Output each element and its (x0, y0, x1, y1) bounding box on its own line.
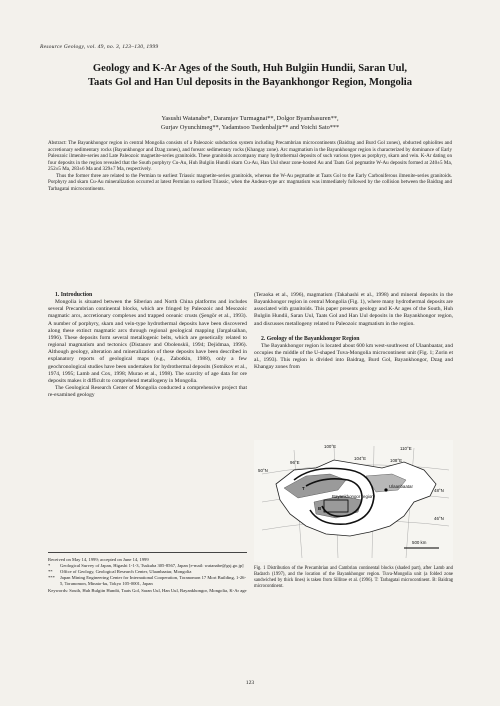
received-date: Received on May 14, 1999; accepted on June 14, 1999 (48, 557, 149, 562)
section-heading-geology: 2. Geology of the Bayankhongor Region (261, 335, 360, 342)
label-tarbagatai: T (302, 486, 305, 491)
page-number: 123 (245, 680, 255, 686)
abstract (48, 140, 452, 192)
label-lat-50: 50°N (258, 468, 268, 473)
journal-citation: Resource Geology, vol. 49, no. 3, 123–130, 1999 (40, 44, 159, 50)
section-heading-introduction: 1. Introduction (55, 292, 93, 298)
figure-1-map (254, 440, 453, 562)
right-column (254, 292, 453, 372)
intro-paragraph-2: The Geological Research Center of Mongolia conducted a comprehensive project that re-examined geology (48, 385, 247, 399)
label-lon-108: 108°E (390, 458, 403, 463)
label-ulaanbaatar: Ulaanbaatar (389, 484, 413, 489)
author-list (40, 114, 460, 133)
title-line-1: Geology and K-Ar Ages of the South, Huh Bulgiin Hundii, Saran Uul, (92, 63, 408, 74)
footnote-2: ** Office of Geology, Geological Research Center, Ulaanbaatar, Mongolia (48, 569, 192, 574)
abstract-paragraph-2: Thus the former three are related to the Permian to earliest Triassic magnetite-series granitoids, whereas the W-Au pegmatite at Taats Gol to the Early Carboniferous ilmenite-series granitoids. Porphyry and skarn Cu-Au mineralization occurred at latest Permian to earliest Triassic, when the Andean-type arc magmatism was immediately followed by the collision between the Baidrag and Tarbagatai microcontinents. (48, 172, 452, 192)
keywords: Keywords: South, Huh Bulgiin Hundii, Taats Gol, Saran Uul, Han Uul, Bayankhongor, Mongolia, K-Ar age (48, 588, 247, 593)
label-lon-96: 96°E (290, 460, 300, 465)
footnote-1: * Geological Survey of Japan, Higashi 1-1-3, Tsukuba 305-8567, Japan [e-mail: watanabe@gsj.go.jp] (48, 563, 244, 568)
mongolia-map-graphic (254, 440, 453, 562)
footnote-3: *** Japan Mining Engineering Center for International Cooperation, Toranomon 17 Mori Building, 1-26-5, Toranomon, Minato-ku, Tokyo 105-0001, Japan (48, 575, 246, 586)
authors-line-2: Gurjav Oyunchimeg**, Yadamtsoo Tsedenbaljir** and Yoichi Sato*** (160, 124, 340, 132)
geology-paragraph-1: The Bayankhongor region is located about 600 km west-southwest of Ulaanbaatar, and occupies the middle of the U-shaped Tuva-Mongolia microcontinent unit (Fig. 1; Zorin et al., 1993). This region is divided into Baidrag, Burd Gol, Bayankhongor, Dzag and Khangay zones from (254, 342, 453, 371)
intro-paragraph-1: Mongolia is situated between the Siberian and North China platforms and includes several Precambrian continental blocks, which are fringed by Paleozoic and Mesozoic magmatic arcs, accretionary complexes and trapped oceanic crusts (Şengör et al., 1993). A number of porphyry, skarn and vein-type hydrothermal deposits have been discovered along these extinct magmatic arcs through regional geological mapping (Jargalsaihan, 1996). These deposits form several metallogenic belts, which are genetically related to regional magmatism and tectonics (Distanov and Obolenskii, 1994; Dejidmaa, 1996). Although geology, alteration and mineralization of these deposits have been described in explanatory reports of geological maps (e.g., Zabotkin, 1988), only a few geochronological studies have been undertaken for hydrothermal deposits (Sotnikov et al., 1974, 1995; Lamb and Cox, 1998; Murao et al., 1998). The scarcity of age data for ore deposits makes it difficult to comprehend metallogeny in Mongolia. (48, 299, 247, 384)
authors-line-1: Yasushi Watanabe*, Daramjav Turmagnai**, Dolgor Byambasuren**, (161, 115, 339, 122)
label-lat-48: 48°N (434, 488, 444, 493)
figure-1-caption: Fig. 1 Distribution of the Precambrian and Cambrian continental blocks (shaded part), after Lamb and Badarch (1997), and the location of the Bayankhongor region. Tuva-Mongolia unit (a folded zone sandwiched by thick lines) is taken from Sillitoe et al. (1996). T: Tarbagatai microcontinent. B: Baidrag microcontinent. (254, 566, 453, 590)
label-scale: 500 km (412, 540, 427, 545)
paper-title (40, 62, 460, 89)
label-lon-110: 110°E (400, 446, 412, 451)
left-column (48, 292, 247, 399)
label-lon-100: 100°E (324, 444, 337, 449)
label-lon-104: 104°E (354, 456, 367, 461)
abstract-paragraph-1: Abstract: The Bayankhongor region in central Mongolia consists of a Paleozoic subduction system including Precambrian microcontinents (Baidrag and Burd Gol zones), obducted ophiolites and accretionary sedimentary rocks (Bayankhongor and Dzag zones), and forearc sedimentary rocks (Khangay zone). Arc magmatism in the Bayankhongor region is characterized by dominance of Early Paleozoic ilmenite-series and Late Paleozoic magnetite-series granitoids. These granitoids accompany many hydrothermal deposits of such various types as porphyry, skarn and vein. K-Ar dating on four deposits in the region revealed that the South porphyry Cu-Au, Huh Bulgiin Hundii skarn Cu-Au, Han Uul shear zone-hosted Au and Taats Gol pegmatite W-Au deposits formed at 240±5 Ma, 252±5 Ma, 283±6 Ma and 329±7 Ma, respectively. (48, 140, 452, 173)
intro-paragraph-3: (Teraoka et al., 1996), magmatism (Takahashi et al., 1998) and mineral deposits in the Bayankhongor region in central Mongolia (Fig. 1), where many hydrothermal deposits are associated with granitoids. This paper presents geology and K-Ar ages of the South, Huh Bulgiin Hundii, Saran Uul, Taats Gol and Han Uul deposits in the Bayankhongor region, and discusses metallogeny related to Paleozoic magmatism in the region. (254, 292, 453, 327)
footnotes (48, 552, 247, 594)
label-baidrag: B (318, 506, 322, 511)
title-line-2: Taats Gol and Han Uul deposits in the Bayankhongor Region, Mongolia (87, 76, 413, 88)
label-lat-46: 46°N (434, 516, 444, 521)
ulaanbaatar-dot (384, 488, 387, 491)
label-bayankhongor-region: Bayankhongor region (332, 494, 374, 499)
